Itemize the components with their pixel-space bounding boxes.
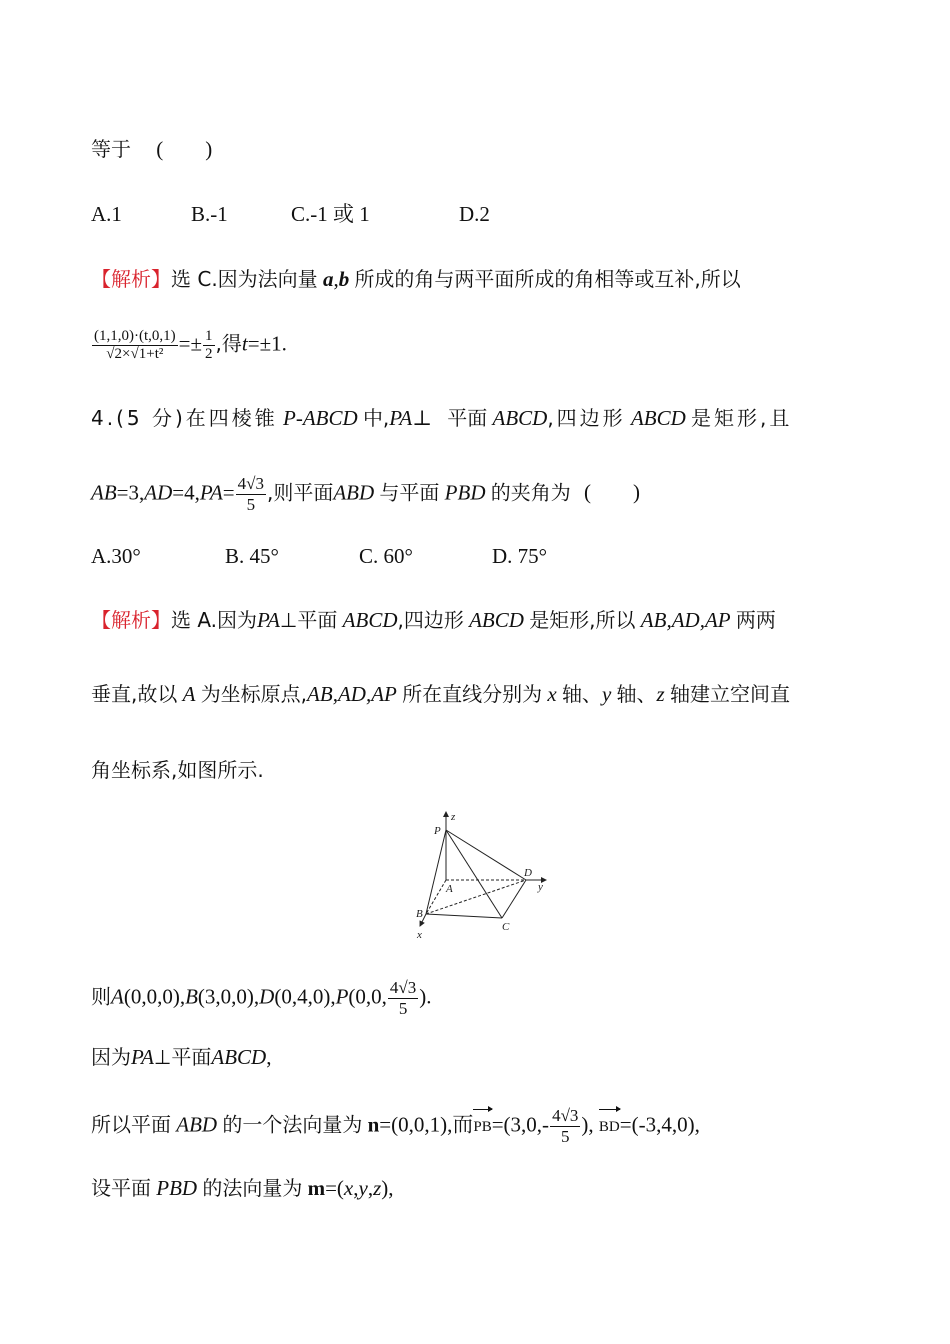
q4-ab: AB bbox=[91, 480, 117, 505]
edge-pd bbox=[446, 830, 526, 880]
label-y: y bbox=[538, 881, 543, 893]
sol4-bd-vec: BD bbox=[599, 1107, 620, 1141]
sol4-line3 bbox=[91, 756, 264, 784]
q3-option-d: D.2 bbox=[459, 202, 490, 226]
sol4-pb-fraction bbox=[550, 1106, 580, 1147]
label-b: B bbox=[416, 908, 423, 920]
q4-option-d: D. 75° bbox=[492, 544, 548, 568]
sol4-pb-num: 4√3 bbox=[552, 1106, 579, 1125]
sol4-c-D: D bbox=[259, 984, 275, 1009]
sol4-m-end: ), bbox=[381, 1176, 394, 1200]
sol3-frac-numerator: (1,1,0)·(t,0,1) bbox=[94, 328, 176, 344]
sol4-m-bold: m bbox=[307, 1176, 326, 1200]
sol4-l2-y: y bbox=[601, 682, 612, 706]
sol3-den-b: √1+t² bbox=[130, 346, 164, 362]
q4-pa-den: 5 bbox=[246, 495, 256, 514]
sol4-pb-vec: PB bbox=[473, 1107, 491, 1141]
sol4-m-x: x bbox=[343, 1176, 354, 1200]
sol4-normal-line bbox=[91, 1106, 700, 1147]
sol4-c-B: B bbox=[185, 984, 198, 1009]
sol4-m-val: =( bbox=[325, 1176, 344, 1200]
sol4-n-b: 的一个法向量为 bbox=[222, 1112, 363, 1137]
sol4-since-abcd: ABCD bbox=[211, 1045, 267, 1069]
q4-plane: ABCD bbox=[492, 406, 548, 430]
sol4-l2-b: 为坐标原点, bbox=[200, 682, 308, 706]
edge-pb bbox=[426, 830, 446, 914]
q3-option-c: C.-1 或 1 bbox=[291, 202, 370, 226]
q4-quad-word: ,四边形 bbox=[547, 406, 626, 430]
sol4-l1-d: 是矩形,所以 bbox=[529, 608, 636, 632]
sol4-since-c: , bbox=[266, 1045, 272, 1069]
q4-quad: ABCD bbox=[630, 406, 686, 430]
label-d: D bbox=[524, 867, 532, 879]
label-z: z bbox=[451, 811, 456, 823]
sol4-c-P-val: (0,0, bbox=[348, 984, 387, 1009]
sol4-l2-c: 所在直线分别为 bbox=[402, 682, 543, 706]
sol3-result-var: t bbox=[241, 331, 248, 356]
sol3-result-lead: ,得 bbox=[215, 331, 242, 356]
sol3-comma: , bbox=[333, 267, 339, 291]
sol4-m-a: 设平面 bbox=[91, 1176, 151, 1200]
q4-pbd: PBD bbox=[444, 480, 486, 505]
q3-option-b: B.-1 bbox=[191, 202, 228, 226]
sol4-n-a: 所以平面 bbox=[91, 1112, 171, 1137]
sol4-l1-vecs: AB,AD,AP bbox=[640, 608, 731, 632]
q4-pa: PA bbox=[389, 406, 413, 430]
q4-mid1: 中, bbox=[362, 406, 390, 430]
sol3-frac-denominator bbox=[92, 346, 178, 363]
sol4-since-a: 因为 bbox=[91, 1045, 131, 1069]
sol4-since-b: ⊥平面 bbox=[153, 1045, 212, 1069]
sol4-since-pa: PA bbox=[131, 1045, 154, 1069]
sol3-half-num: 1 bbox=[205, 328, 213, 344]
sol4-line2 bbox=[91, 680, 790, 708]
sol3-half-fraction bbox=[203, 328, 215, 363]
q4-line2 bbox=[91, 474, 640, 515]
sol4-m-b: 的法向量为 bbox=[202, 1176, 303, 1200]
q4-pa-eq: = bbox=[222, 480, 235, 505]
q4-ad-val: =4, bbox=[172, 480, 200, 505]
sol4-c-P-den: 5 bbox=[398, 999, 408, 1018]
sol4-l2-A: A bbox=[182, 682, 196, 706]
sol3-lead: 选 C.因为法向量 bbox=[171, 267, 318, 291]
sol3-tag: 【解析】 bbox=[91, 267, 171, 291]
sol4-m-pbd: PBD bbox=[156, 1176, 198, 1200]
sol4-n-val: =(0,0,1),而 bbox=[379, 1112, 474, 1137]
sol4-l2-vecs: AB,AD,AP bbox=[307, 682, 397, 706]
sol3-cos-fraction bbox=[92, 328, 178, 363]
q4-ask1: ,则平面 bbox=[266, 480, 334, 505]
sol4-c-P-fraction bbox=[388, 978, 418, 1019]
sol4-m-line bbox=[91, 1174, 394, 1202]
edge-bd bbox=[426, 880, 526, 914]
sol4-c-P-num: 4√3 bbox=[389, 978, 417, 997]
sol4-l1-b: ⊥平面 bbox=[280, 608, 338, 632]
q4-pa-fraction bbox=[236, 474, 266, 515]
sol4-since-line bbox=[91, 1043, 271, 1071]
q4-answer-paren: ( ) bbox=[584, 480, 640, 505]
sol4-line1 bbox=[91, 606, 776, 634]
sol3-line2 bbox=[91, 328, 287, 363]
sol4-m-y: y bbox=[358, 1176, 368, 1200]
sol4-c-A: A bbox=[111, 984, 124, 1009]
q3-option-a: A.1 bbox=[91, 202, 122, 226]
q4-ad: AD bbox=[144, 480, 173, 505]
edge-cd bbox=[502, 880, 526, 918]
q4-abd: ABD bbox=[333, 480, 375, 505]
sol4-pb-val: =(3,0,- bbox=[491, 1112, 550, 1137]
sol4-l1-pa: PA bbox=[257, 608, 280, 632]
sol4-c-P: P bbox=[335, 984, 349, 1009]
sol4-l2-d: 轴、 bbox=[561, 682, 602, 706]
sol3-vec-b: b bbox=[338, 267, 350, 291]
q4-ab-val: =3, bbox=[116, 480, 145, 505]
q4-perp: ⊥ bbox=[412, 406, 432, 430]
sol3-line1 bbox=[91, 265, 741, 293]
sol3-rest: 所成的角与两平面所成的角相等或互补,所以 bbox=[354, 267, 741, 291]
sol4-l2-z: z bbox=[656, 682, 665, 706]
sol3-result-val: =±1. bbox=[247, 331, 287, 356]
sol4-l2-x: x bbox=[547, 682, 557, 706]
edge-pc bbox=[446, 830, 502, 918]
sol4-l1-e: 两两 bbox=[735, 608, 776, 632]
sol4-l2-f: 轴建立空间直 bbox=[669, 682, 790, 706]
q4-solid: P-ABCD bbox=[283, 406, 358, 430]
q4-line1 bbox=[91, 404, 792, 432]
sol3-den-times: × bbox=[122, 346, 131, 362]
pyramid-figure bbox=[408, 806, 558, 942]
sol4-c-D-val: (0,4,0), bbox=[274, 984, 336, 1009]
sol4-coords-lead: 则 bbox=[91, 984, 111, 1009]
sol4-pb-den: 5 bbox=[560, 1127, 570, 1146]
label-x: x bbox=[417, 929, 422, 941]
sol4-tag: 【解析】 bbox=[91, 608, 171, 632]
q4-option-a: A.30° bbox=[91, 544, 141, 568]
sol3-vec-a: a bbox=[322, 267, 334, 291]
sol3-den-a: √2 bbox=[106, 346, 123, 362]
sol3-half-den: 2 bbox=[205, 346, 213, 362]
sol4-m-c1: , bbox=[353, 1176, 359, 1200]
label-p: P bbox=[434, 825, 441, 837]
sol4-l1-a: 选 A.因为 bbox=[171, 608, 258, 632]
q4-ask2: 与平面 bbox=[379, 480, 440, 505]
pyramid-diagram bbox=[408, 806, 558, 942]
q3-stem-text: 等于 bbox=[91, 137, 131, 161]
q4-ask3: 的夹角为 bbox=[490, 480, 571, 505]
q4-lead: 4.(5 分)在四棱锥 bbox=[91, 406, 278, 430]
sol4-c-A-val: (0,0,0), bbox=[123, 984, 186, 1009]
sol4-c-P-end: ). bbox=[419, 984, 432, 1009]
sol3-eq: =± bbox=[178, 331, 203, 356]
edge-bc bbox=[426, 914, 502, 918]
q4-option-c: C. 60° bbox=[359, 544, 413, 568]
q4-pa-num: 4√3 bbox=[237, 474, 264, 493]
sol4-l2-e: 轴、 bbox=[616, 682, 657, 706]
sol4-bd-val: =(-3,4,0), bbox=[619, 1112, 700, 1137]
q4-pa2: PA bbox=[199, 480, 223, 505]
sol4-l2-a: 垂直,故以 bbox=[91, 682, 178, 706]
q3-answer-paren: ( ) bbox=[156, 137, 213, 161]
label-a: A bbox=[446, 883, 453, 895]
sol4-m-c2: , bbox=[367, 1176, 374, 1200]
sol4-m-z: z bbox=[373, 1176, 382, 1200]
sol4-l3: 角坐标系,如图所示. bbox=[91, 758, 264, 782]
sol4-n-abd: ABD bbox=[176, 1112, 218, 1137]
sol4-l1-abcd2: ABCD bbox=[469, 608, 524, 632]
sol4-c-B-val: (3,0,0), bbox=[197, 984, 260, 1009]
sol4-l1-abcd: ABCD bbox=[342, 608, 398, 632]
q3-stem-line bbox=[91, 135, 212, 163]
q4-option-b: B. 45° bbox=[225, 544, 279, 568]
q4-tail: 是矩形,且 bbox=[691, 406, 793, 430]
sol4-n-bold: n bbox=[367, 1112, 380, 1137]
sol4-pb-end: ), bbox=[581, 1112, 594, 1137]
label-c: C bbox=[502, 921, 510, 933]
q4-plane-word: 平面 bbox=[447, 406, 488, 430]
x-axis-hidden bbox=[426, 880, 446, 914]
sol4-coords-line bbox=[91, 978, 432, 1019]
sol4-l1-c: ,四边形 bbox=[397, 608, 464, 632]
